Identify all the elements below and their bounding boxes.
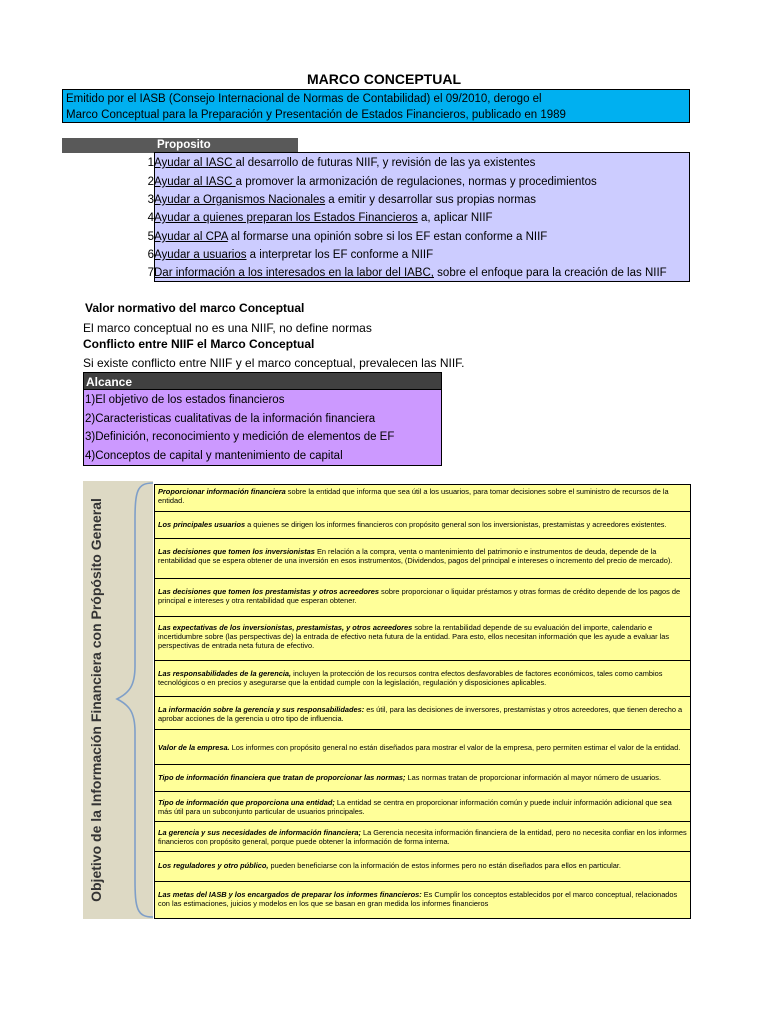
objetivo-row xyxy=(154,881,691,919)
proposito-link[interactable]: Dar información a los interesados en la labor del IABC, xyxy=(154,267,434,279)
alcance-header: Alcance xyxy=(83,372,442,390)
proposito-item xyxy=(146,246,433,264)
objetivo-row-head: Las metas del IASB y los encargados de preparar los informes financieros: xyxy=(158,890,422,899)
proposito-num: 1 xyxy=(147,157,154,169)
proposito-num: 5 xyxy=(147,231,154,243)
objetivo-row xyxy=(154,851,691,882)
proposito-link[interactable]: Ayudar a Organismos Nacionales xyxy=(154,194,326,206)
curly-brace-icon xyxy=(115,481,155,919)
objetivo-row-text: incluyen la protección de los recursos contra efectos desfavorables de factores económicos, tales como cambios tecnológicos o en precios y asegurarse que la entidad cumple con la legislación, regulación y disposiciones aplicables. xyxy=(158,669,663,687)
objetivo-row-text: es útil, para las decisiones de inversores, prestamistas y otros acreedores, que tienen derecho a aprobar acciones de la gerencia u otro tipo de influencia. xyxy=(158,705,683,723)
proposito-item xyxy=(146,209,493,227)
objetivo-row-head: Las responsabilidades de la gerencia, xyxy=(158,669,292,678)
proposito-num: 2 xyxy=(147,176,154,188)
proposito-link[interactable]: Ayudar a usuarios xyxy=(154,249,247,261)
objetivo-row-text: sobre la entidad que informa que sea útil a los usuarios, para tomar decisiones sobre el suministro de recursos de la entidad. xyxy=(158,487,669,505)
objetivo-row-head: Las expectativas de los inversionistas, prestamistas, y otros acreedores xyxy=(158,623,413,632)
objetivo-row xyxy=(154,511,691,539)
proposito-item xyxy=(146,154,535,172)
objetivo-row-head: Valor de la empresa. xyxy=(158,743,230,752)
objetivo-row xyxy=(154,660,691,697)
emitido-line-2: Marco Conceptual para la Preparación y Presentación de Estados Financieros, publicado en 1989 xyxy=(66,109,566,121)
objetivo-row-text: sobre proporcionar o liquidar préstamos y otras formas de crédito depende de los pagos de principal e intereses y otra rentabilidad que esperan obtener. xyxy=(158,587,681,605)
alcance-item: 3)Definición, reconocimiento y medición de elementos de EF xyxy=(85,431,395,443)
alcance-item: 2)Caracteristicas cualitativas de la información financiera xyxy=(85,413,376,425)
objetivo-row-head: Proporcionar información financiera xyxy=(158,487,286,496)
emitido-line-1: Emitido por el IASB (Consejo Internacional de Normas de Contabilidad) el 09/2010, derogo el xyxy=(66,93,542,105)
alcance-item: 1)El objetivo de los estados financieros xyxy=(85,394,285,406)
objetivo-row-text: En relación a la compra, venta o mantenimiento del patrimonio e instrumentos de deuda, depende de la rentabilidad que se espera obtener de una inversión en esos instrumentos, (Dividendos, pagos del principal e intereses o incremento del precio de mercado). xyxy=(158,547,673,565)
objetivo-side-label: Objetivo de la Información Financiera con Própósito General xyxy=(88,498,104,902)
conflicto-text: Si existe conflicto entre NIIF y el marco conceptual, prevalecen las NIIF. xyxy=(83,356,465,370)
proposito-link[interactable]: Ayudar al CPA xyxy=(154,231,228,243)
objetivo-row xyxy=(154,616,691,661)
proposito-item xyxy=(146,173,597,191)
conflicto-heading: Conflicto entre NIIF el Marco Conceptual xyxy=(83,337,315,351)
page-title: MARCO CONCEPTUAL xyxy=(307,71,461,87)
objetivo-row xyxy=(154,729,691,765)
objetivo-row xyxy=(154,696,691,730)
proposito-item xyxy=(146,228,547,246)
objetivo-row-text: La entidad se centra en proporcionar información común y puede incluir información adicional que sea más útil para un subconjunto particular de usuarios principales. xyxy=(158,798,672,816)
proposito-header: Proposito xyxy=(62,138,298,153)
proposito-text: a emitir y desarrollar sus propias normas xyxy=(325,194,537,206)
objetivo-row xyxy=(154,821,691,852)
objetivo-row-text: Los informes con propósito general no están diseñados para mostrar el valor de la empresa, pero permiten estimar el valor de la entidad. xyxy=(229,743,681,752)
proposito-text: a interpretar los EF conforme a NIIF xyxy=(246,249,434,261)
objetivo-row-text: Las normas tratan de proporcionar información al mayor número de usuarios. xyxy=(405,773,662,782)
proposito-text: al formarse una opinión sobre si los EF estan conforme a NIIF xyxy=(227,231,548,243)
proposito-text: a, aplicar NIIF xyxy=(417,212,493,224)
objetivo-row-head: La información sobre la gerencia y sus responsabilidades: xyxy=(158,705,365,714)
proposito-link[interactable]: Ayudar al IASC xyxy=(154,157,236,169)
proposito-item xyxy=(146,264,667,282)
objetivo-row-head: Tipo de información que proporciona una entidad; xyxy=(158,798,335,807)
alcance-item: 4)Conceptos de capital y mantenimiento de capital xyxy=(85,450,343,462)
objetivo-row-head: Los reguladores y otro público, xyxy=(158,861,269,870)
proposito-num: 7 xyxy=(147,267,154,279)
emitido-banner xyxy=(62,89,690,123)
proposito-num: 6 xyxy=(147,249,154,261)
objetivo-row-head: La gerencia y sus necesidades de información financiera; xyxy=(158,828,361,837)
proposito-num: 4 xyxy=(147,212,154,224)
objetivo-row-text: pueden beneficiarse con la información de estos informes pero no están diseñados para ellos en particular. xyxy=(268,861,621,870)
proposito-text: sobre el enfoque para la creación de las NIIF xyxy=(433,267,667,279)
objetivo-row-text: sobre la rentabilidad depende de su evaluación del importe, calendario e incertidumbre sobre (las perspectivas de) la entrada de efectivo neta futura de la entidad. Para esto, ellos necesitan información que les ayude a evaluar las perspectivas de entrada neta futura de efectivo. xyxy=(158,623,670,650)
proposito-num: 3 xyxy=(147,194,154,206)
valor-text: El marco conceptual no es una NIIF, no define normas xyxy=(83,321,372,335)
objetivo-row-head: Las decisiones que tomen los prestamistas y otros acreedores xyxy=(158,587,379,596)
objetivo-row xyxy=(154,578,691,617)
objetivo-row xyxy=(154,791,691,822)
objetivo-row-text: Es Cumplir los conceptos establecidos por el marco conceptual, relacionados con las estimaciones, juicios y modelos en los que se basan en gran medida los informes financieros xyxy=(158,890,678,908)
objetivo-row xyxy=(154,764,691,792)
valor-heading: Valor normativo del marco Conceptual xyxy=(85,301,305,315)
objetivo-row xyxy=(154,484,691,512)
objetivo-row-head: Las decisiones que tomen los inversionistas xyxy=(158,547,315,556)
proposito-text: al desarrollo de futuras NIIF, y revisión de las ya existentes xyxy=(235,157,536,169)
objetivo-row-text: a quienes se dirigen los informes financieros con propósito general son los inversionistas, prestamistas y acreedores existentes. xyxy=(245,520,667,529)
proposito-link[interactable]: Ayudar al IASC xyxy=(154,176,236,188)
objetivo-row-head: Tipo de información financiera que tratan de proporcionar las normas; xyxy=(158,773,406,782)
proposito-text: a promover la armonización de regulaciones, normas y procedimientos xyxy=(235,176,597,188)
objetivo-row-head: Los principales usuarios xyxy=(158,520,246,529)
objetivo-row xyxy=(154,538,691,579)
objetivo-row-text: La Gerencia necesita información financiera de la entidad, pero no necesita confiar en los informes financieros con propósito general, porque puede obtener la información de forma interna. xyxy=(158,828,687,846)
proposito-item xyxy=(146,191,536,209)
proposito-link[interactable]: Ayudar a quienes preparan los Estados Financieros xyxy=(154,212,418,224)
